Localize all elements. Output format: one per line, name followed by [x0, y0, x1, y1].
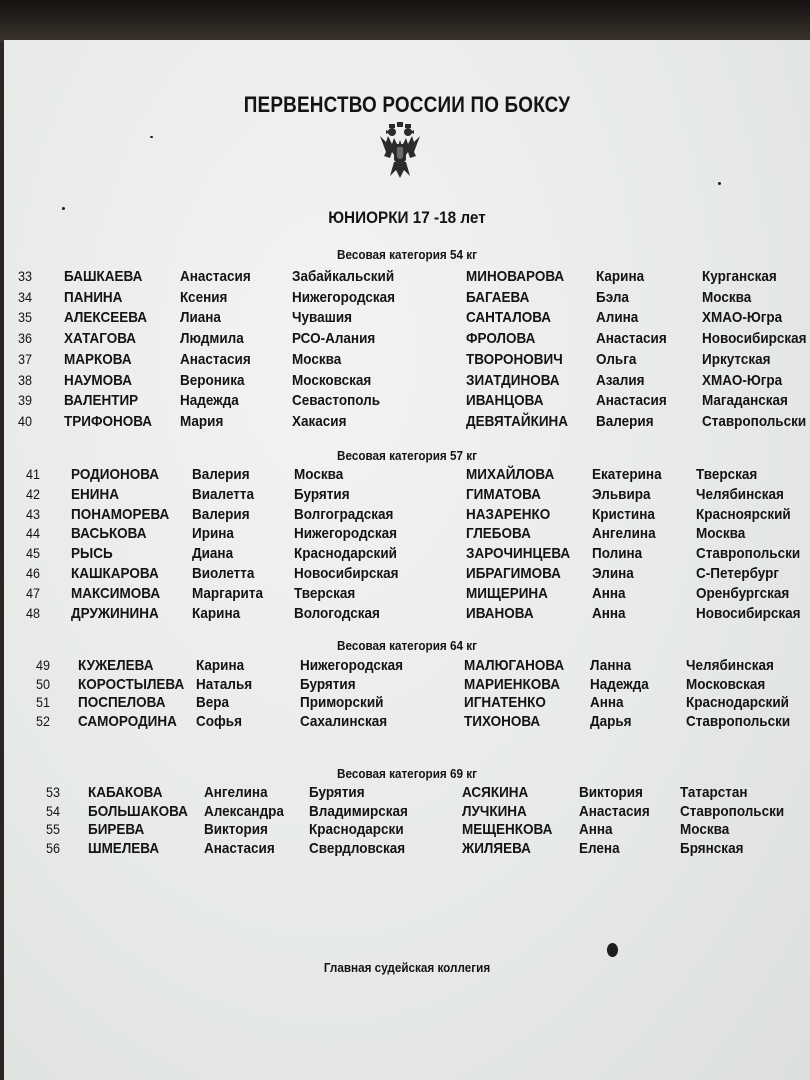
dust-speck — [62, 207, 65, 210]
table-row — [4, 372, 810, 392]
region-right: Челябинская — [686, 657, 774, 674]
name-left: Вера — [196, 694, 230, 711]
name-left: Виолетта — [192, 565, 255, 582]
table-row — [4, 351, 810, 371]
name-right: Эльвира — [592, 486, 651, 503]
surname-right: ДЕВЯТАЙКИНА — [466, 413, 569, 430]
name-right: Карина — [596, 268, 645, 285]
table-row — [4, 803, 810, 823]
table-row — [4, 694, 810, 714]
bout-number: 42 — [26, 486, 41, 502]
name-left: Диана — [192, 545, 234, 562]
name-right: Дарья — [590, 713, 632, 730]
region-left: Хакасия — [292, 413, 347, 430]
surname-left: КУЖЕЛЕВА — [78, 657, 154, 674]
surname-right: ИВАНЦОВА — [466, 392, 544, 409]
region-left: Севастополь — [292, 392, 381, 409]
name-right: Анна — [592, 585, 626, 602]
surname-right: МИНОВАРОВА — [466, 268, 565, 285]
surname-left: КАШКАРОВА — [71, 565, 159, 582]
region-left: Бурятия — [300, 676, 356, 693]
name-left: Александра — [204, 803, 284, 820]
bout-number: 53 — [46, 784, 61, 800]
name-left: Софья — [196, 713, 242, 730]
name-right: Анна — [592, 605, 626, 622]
bout-number: 50 — [36, 676, 51, 692]
region-left: Сахалинская — [300, 713, 388, 730]
bout-number: 38 — [18, 372, 33, 388]
region-right: Челябинская — [696, 486, 784, 503]
region-left: Нижегородская — [292, 289, 396, 306]
name-left: Ангелина — [204, 784, 268, 801]
region-right: Ставропольски — [696, 545, 801, 562]
bout-number: 33 — [18, 268, 33, 284]
dust-speck — [718, 182, 721, 185]
name-right: Элина — [592, 565, 634, 582]
name-right: Виктория — [579, 784, 643, 801]
region-right: Брянская — [680, 840, 744, 857]
region-left: Волгоградская — [294, 506, 394, 523]
name-left: Маргарита — [192, 585, 263, 602]
name-left: Карина — [192, 605, 241, 622]
name-left: Мария — [180, 413, 224, 430]
table-row — [4, 585, 810, 605]
table-row — [4, 565, 810, 585]
region-right: Москва — [680, 821, 730, 838]
bout-number: 48 — [26, 605, 41, 621]
signature-line: Главная судейская коллегия — [323, 960, 491, 975]
surname-right: МАРИЕНКОВА — [464, 676, 561, 693]
name-right: Валерия — [596, 413, 654, 430]
bout-number: 55 — [46, 821, 61, 837]
surname-right: ЗАРОЧИНЦЕВА — [466, 545, 571, 562]
bout-number: 35 — [18, 309, 33, 325]
surname-left: МАКСИМОВА — [71, 585, 161, 602]
name-right: Екатерина — [592, 466, 662, 483]
surname-left: ЕНИНА — [71, 486, 119, 503]
surname-left: АЛЕКСЕЕВА — [64, 309, 148, 326]
region-right: Магаданская — [702, 392, 788, 409]
surname-right: МИЩЕРИНА — [466, 585, 548, 602]
table-row — [4, 525, 810, 545]
region-left: Московская — [292, 372, 372, 389]
bout-number: 51 — [36, 694, 51, 710]
name-right: Ангелина — [592, 525, 656, 542]
name-left: Виктория — [204, 821, 268, 838]
bout-number: 56 — [46, 840, 61, 856]
surname-left: КАБАКОВА — [88, 784, 163, 801]
region-right: Оренбургская — [696, 585, 790, 602]
region-left: Вологодская — [294, 605, 380, 622]
bout-number: 43 — [26, 506, 41, 522]
table-row — [4, 309, 810, 329]
surname-right: ТИХОНОВА — [464, 713, 541, 730]
document-sheet — [4, 40, 810, 1080]
surname-left: ВАСЬКОВА — [71, 525, 147, 542]
table-row — [4, 840, 810, 860]
surname-right: БАГАЕВА — [466, 289, 530, 306]
surname-right: ЖИЛЯЕВА — [462, 840, 531, 857]
surname-left: ПАНИНА — [64, 289, 123, 306]
region-left: Москва — [294, 466, 344, 483]
region-left: Приморский — [300, 694, 384, 711]
table-row — [4, 486, 810, 506]
region-left: Бурятия — [294, 486, 350, 503]
surname-left: ПОНАМОРЕВА — [71, 506, 170, 523]
surname-right: АСЯКИНА — [462, 784, 529, 801]
name-left: Виалетта — [192, 486, 255, 503]
surname-right: ГИМАТОВА — [466, 486, 541, 503]
table-row — [4, 657, 810, 677]
bout-number: 36 — [18, 330, 33, 346]
bout-number: 41 — [26, 466, 41, 482]
surname-left: НАУМОВА — [64, 372, 132, 389]
name-right: Алина — [596, 309, 639, 326]
name-right: Анна — [590, 694, 624, 711]
region-left: Краснодарский — [294, 545, 397, 562]
name-left: Валерия — [192, 466, 250, 483]
table-row — [4, 605, 810, 625]
name-right: Азалия — [596, 372, 645, 389]
surname-left: КОРОСТЫЛЕВА — [78, 676, 185, 693]
region-right: Москва — [696, 525, 746, 542]
name-right: Кристина — [592, 506, 655, 523]
surname-right: ИБРАГИМОВА — [466, 565, 561, 582]
name-left: Надежда — [180, 392, 239, 409]
photo-top-frame — [0, 0, 810, 42]
region-right: Иркутская — [702, 351, 771, 368]
page-title: ПЕРВЕНСТВО РОССИИ ПО БОКСУ — [243, 92, 571, 117]
region-left: Нижегородская — [300, 657, 404, 674]
bout-number: 37 — [18, 351, 33, 367]
table-row — [4, 413, 810, 433]
name-right: Ольга — [596, 351, 637, 368]
region-right: Ставропольски — [702, 413, 807, 430]
bout-number: 49 — [36, 657, 51, 673]
region-right: Татарстан — [680, 784, 748, 801]
table-row — [4, 784, 810, 804]
surname-right: ИГНАТЕНКО — [464, 694, 546, 711]
surname-right: НАЗАРЕНКО — [466, 506, 551, 523]
region-left: Бурятия — [309, 784, 365, 801]
name-left: Лиана — [180, 309, 221, 326]
region-left: Нижегородская — [294, 525, 398, 542]
table-row — [4, 392, 810, 412]
surname-left: БОЛЬШАКОВА — [88, 803, 188, 820]
region-right: Тверская — [696, 466, 758, 483]
surname-left: ДРУЖИНИНА — [71, 605, 159, 622]
weight-category-heading: Весовая категория 64 кг — [337, 638, 477, 653]
bout-number: 45 — [26, 545, 41, 561]
name-left: Ксения — [180, 289, 228, 306]
bout-number: 39 — [18, 392, 33, 408]
table-row — [4, 268, 810, 288]
surname-right: МЕЩЕНКОВА — [462, 821, 553, 838]
bout-number: 40 — [18, 413, 33, 429]
table-row — [4, 506, 810, 526]
table-row — [4, 330, 810, 350]
bout-number: 46 — [26, 565, 41, 581]
region-right: Новосибирская — [696, 605, 801, 622]
region-left: Свердловская — [309, 840, 406, 857]
name-right: Анастасия — [596, 392, 667, 409]
table-row — [4, 289, 810, 309]
name-left: Анастасия — [180, 268, 251, 285]
table-row — [4, 676, 810, 696]
region-right: Московская — [686, 676, 766, 693]
weight-category-heading: Весовая категория 54 кг — [337, 247, 477, 262]
surname-right: ТВОРОНОВИЧ — [466, 351, 563, 368]
region-left: Москва — [292, 351, 342, 368]
surname-right: МАЛЮГАНОВА — [464, 657, 565, 674]
weight-category-heading: Весовая категория 69 кг — [337, 766, 477, 781]
bout-number: 34 — [18, 289, 33, 305]
region-left: Забайкальский — [292, 268, 395, 285]
name-left: Карина — [196, 657, 245, 674]
name-left: Наталья — [196, 676, 253, 693]
surname-left: БИРЕВА — [88, 821, 145, 838]
name-right: Ланна — [590, 657, 632, 674]
bout-number: 47 — [26, 585, 41, 601]
name-right: Анастасия — [596, 330, 667, 347]
surname-left: ВАЛЕНТИР — [64, 392, 139, 409]
surname-left: ШМЕЛЕВА — [88, 840, 160, 857]
name-right: Анастасия — [579, 803, 650, 820]
surname-right: ГЛЕБОВА — [466, 525, 531, 542]
age-group-heading: ЮНИОРКИ 17 -18 лет — [328, 208, 486, 227]
region-right: ХМАО-Югра — [702, 309, 783, 326]
surname-left: БАШКАЕВА — [64, 268, 143, 285]
name-left: Ирина — [192, 525, 234, 542]
name-right: Надежда — [590, 676, 649, 693]
table-row — [4, 713, 810, 733]
ink-blot — [607, 943, 618, 957]
name-left: Вероника — [180, 372, 245, 389]
surname-left: ТРИФОНОВА — [64, 413, 153, 430]
surname-left: ПОСПЕЛОВА — [78, 694, 166, 711]
name-left: Валерия — [192, 506, 250, 523]
surname-left: МАРКОВА — [64, 351, 132, 368]
surname-left: РОДИОНОВА — [71, 466, 160, 483]
region-right: Курганская — [702, 268, 777, 285]
name-right: Анна — [579, 821, 613, 838]
name-right: Бэла — [596, 289, 629, 306]
table-row — [4, 821, 810, 841]
region-left: Тверская — [294, 585, 356, 602]
region-right: ХМАО-Югра — [702, 372, 783, 389]
weight-category-heading: Весовая категория 57 кг — [337, 448, 477, 463]
region-right: Ставропольски — [680, 803, 785, 820]
surname-right: ФРОЛОВА — [466, 330, 536, 347]
bout-number: 54 — [46, 803, 61, 819]
bout-number: 52 — [36, 713, 51, 729]
name-left: Анастасия — [180, 351, 251, 368]
region-right: Красноярский — [696, 506, 791, 523]
region-left: Новосибирская — [294, 565, 399, 582]
surname-right: МИХАЙЛОВА — [466, 466, 555, 483]
name-left: Анастасия — [204, 840, 275, 857]
region-right: Краснодарский — [686, 694, 789, 711]
surname-right: ЛУЧКИНА — [462, 803, 527, 820]
surname-right: ИВАНОВА — [466, 605, 534, 622]
region-right: Ставропольски — [686, 713, 791, 730]
double-headed-eagle-icon — [376, 122, 424, 180]
region-left: Владимирская — [309, 803, 408, 820]
region-right: Новосибирская — [702, 330, 807, 347]
region-right: Москва — [702, 289, 752, 306]
region-left: Чувашия — [292, 309, 353, 326]
surname-right: ЗИАТДИНОВА — [466, 372, 560, 389]
surname-left: РЫСЬ — [71, 545, 113, 562]
surname-left: ХАТАГОВА — [64, 330, 137, 347]
surname-left: САМОРОДИНА — [78, 713, 177, 730]
bout-number: 44 — [26, 525, 41, 541]
region-left: Краснодарски — [309, 821, 404, 838]
region-right: С-Петербург — [696, 565, 780, 582]
name-right: Полина — [592, 545, 643, 562]
name-left: Людмила — [180, 330, 244, 347]
region-left: РСО-Алания — [292, 330, 376, 347]
dust-speck — [150, 136, 153, 138]
table-row — [4, 545, 810, 565]
name-right: Елена — [579, 840, 620, 857]
table-row — [4, 466, 810, 486]
surname-right: САНТАЛОВА — [466, 309, 552, 326]
